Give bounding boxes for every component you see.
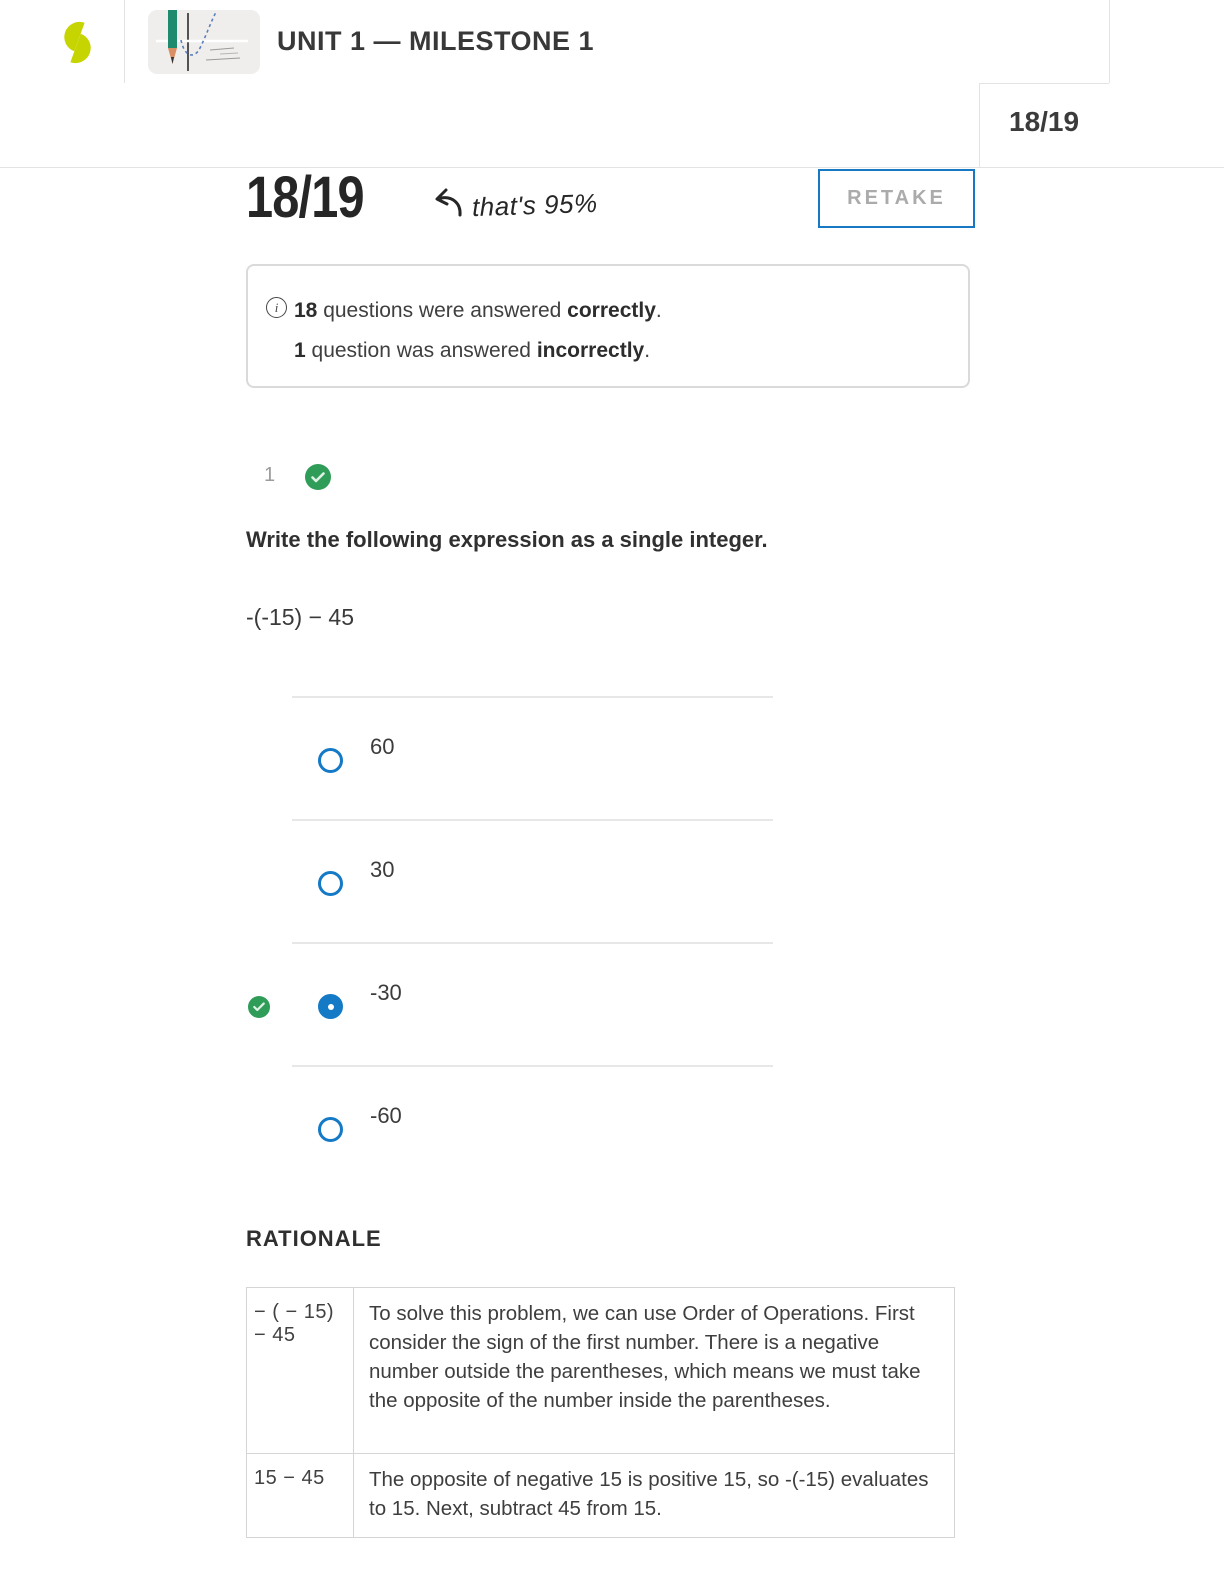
score-note: that's 95% [471, 187, 599, 223]
answer-option-4[interactable] [292, 1065, 773, 1188]
header-divider-right [1109, 0, 1110, 83]
radio-button[interactable] [318, 871, 343, 896]
option-label: 30 [370, 857, 395, 882]
answer-option-2[interactable] [292, 819, 773, 942]
rationale-heading: RATIONALE [246, 1226, 382, 1251]
option-label: -60 [370, 1103, 402, 1128]
score-value: 18/19 [246, 165, 364, 230]
retake-button[interactable]: RETAKE [818, 169, 975, 228]
sophia-logo-icon [58, 18, 97, 67]
rationale-row [247, 1453, 954, 1537]
question-correct-check-icon [305, 464, 331, 490]
rationale-row [247, 1288, 954, 1453]
radio-button[interactable] [318, 748, 343, 773]
option-label: -30 [370, 980, 402, 1005]
summary-box [246, 264, 970, 388]
option-label: 60 [370, 734, 395, 759]
curved-arrow-icon [428, 186, 466, 220]
sophia-logo[interactable] [58, 18, 97, 67]
score-counter: 18/19 [1009, 106, 1080, 137]
answer-option-1[interactable] [292, 696, 773, 819]
rationale-text: To solve this problem, we can use Order of Operations. First consider the sign of the first number. There is a negative number outside the parentheses, which means we must take the opposite of the number inside the parentheses. [369, 1302, 921, 1412]
course-thumbnail-graphic [148, 10, 260, 74]
question-expression: -(-15) − 45 [246, 604, 355, 630]
answer-options [292, 696, 773, 1188]
radio-button[interactable] [318, 1117, 343, 1142]
page-title: UNIT 1 — MILESTONE 1 [277, 26, 595, 56]
rationale-table [246, 1287, 955, 1538]
summary-line-correct: 18 questions were answered correctly. [294, 299, 662, 322]
question-number: 1 [264, 464, 276, 486]
radio-button-selected[interactable] [318, 994, 343, 1019]
rationale-expression: 15 − 45 [247, 1454, 354, 1537]
summary-line-incorrect: 1 question was answered incorrectly. [294, 339, 651, 362]
score-counter-box [979, 84, 1224, 167]
header-divider-left [124, 0, 125, 83]
answer-option-3-selected-correct[interactable] [292, 942, 773, 1065]
correct-count: 18 [294, 299, 318, 322]
course-thumbnail [148, 10, 260, 74]
rationale-expression: − ( − 15) − 45 [247, 1288, 354, 1453]
correct-answer-check-icon [248, 996, 270, 1018]
page-rule [0, 167, 1224, 168]
rationale-text: The opposite of negative 15 is positive 15, so -(-15) evaluates to 15. Next, subtract 45 from 15. [369, 1468, 929, 1520]
info-icon: i [266, 297, 287, 318]
incorrect-count: 1 [294, 339, 306, 362]
question-prompt: Write the following expression as a single integer. [246, 527, 768, 552]
